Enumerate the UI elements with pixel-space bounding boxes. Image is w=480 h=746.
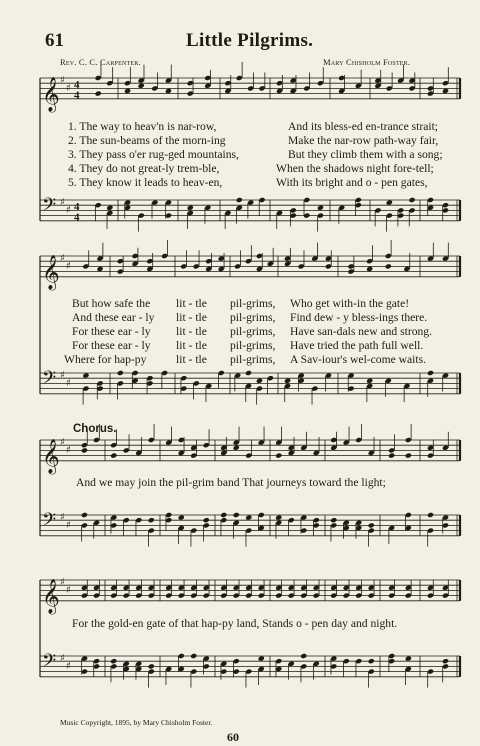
- hymn-number: 61: [45, 30, 64, 51]
- note-head: [427, 370, 434, 376]
- sharp-icon: ♯: [60, 253, 65, 264]
- verse-3-line-2a: For these ear - ly: [72, 325, 151, 338]
- note-head: [110, 658, 117, 664]
- bass-clef-icon: 𝄢: [42, 368, 57, 393]
- treble-clef-icon: 𝄞: [42, 254, 60, 290]
- note-head: [95, 91, 102, 97]
- note-head: [442, 658, 449, 664]
- note-head: [388, 453, 395, 459]
- sharp-icon: ♯: [66, 445, 71, 456]
- note-head: [187, 205, 194, 211]
- verse-3-line-1a: 3. They pass o'er rug-ged mountains,: [68, 148, 239, 161]
- note-head: [138, 83, 145, 89]
- verse-4-line-1b: When the shadows night fore-tell;: [276, 162, 434, 175]
- note-head: [106, 205, 113, 211]
- sharp-icon: ♯: [60, 577, 65, 588]
- note-head: [368, 522, 375, 528]
- verse-1-line-2c: pil-grims,: [230, 297, 276, 310]
- note-head: [405, 453, 412, 459]
- sharp-icon: ♯: [60, 437, 65, 448]
- note-head: [317, 205, 324, 211]
- note-head: [330, 517, 337, 523]
- sharp-icon: ♯: [60, 370, 65, 381]
- note-head: [165, 88, 172, 94]
- note-head: [245, 515, 252, 521]
- composer-credit: Mary Chisholm Foster.: [323, 57, 411, 67]
- note-head: [148, 663, 155, 669]
- chorus-label: Chorus.: [73, 423, 117, 435]
- note-head: [408, 197, 415, 203]
- note-head: [368, 658, 375, 664]
- note-head: [245, 370, 252, 376]
- note-head: [405, 656, 412, 662]
- verse-2-line-2a: And these ear - ly: [72, 311, 155, 324]
- note-head: [385, 263, 392, 269]
- sharp-icon: ♯: [66, 585, 71, 596]
- verse-2-line-2c: pil-grims,: [230, 311, 276, 324]
- verse-1-line-1b: And its bless-ed en-trance strait;: [288, 120, 439, 133]
- verse-3-line-1b: But they climb them with a song;: [288, 148, 443, 161]
- verse-1-line-2b: lit - tle: [176, 297, 207, 310]
- time-signature: 4: [74, 211, 80, 224]
- verse-5-line-1a: 5. They know it leads to heav-en,: [68, 176, 223, 189]
- note-head: [236, 197, 243, 203]
- sharp-icon: ♯: [66, 261, 71, 272]
- treble-clef-icon: 𝄞: [42, 438, 60, 474]
- note-head: [178, 515, 185, 521]
- verse-3-line-2d: Have san-dals new and strong.: [290, 325, 432, 338]
- note-head: [203, 517, 210, 523]
- treble-clef-icon: 𝄞: [42, 578, 60, 614]
- page-number: 60: [227, 730, 239, 744]
- note-head: [366, 378, 373, 384]
- sharp-icon: ♯: [60, 512, 65, 523]
- verse-5-line-2a: Where for hap-py: [64, 353, 147, 366]
- time-signature: 4: [74, 201, 80, 213]
- verse-4-line-2b: lit - tle: [176, 339, 207, 352]
- note-head: [97, 266, 104, 272]
- note-head: [110, 453, 117, 459]
- sharp-icon: ♯: [66, 378, 71, 389]
- verse-4-line-2c: pil-grims,: [230, 339, 276, 352]
- verse-1-line-2a: But how safe the: [72, 297, 151, 310]
- note-head: [275, 453, 282, 459]
- verse-2-line-1b: Make the nar-row path-way fair,: [288, 134, 439, 147]
- note-head: [366, 266, 373, 272]
- treble-clef-icon: 𝄞: [42, 76, 60, 112]
- sharp-icon: ♯: [66, 520, 71, 531]
- note-head: [148, 517, 155, 523]
- sharp-icon: ♯: [60, 197, 65, 208]
- verse-4-line-2d: Have tried the path full well.: [290, 339, 424, 352]
- note-head: [233, 445, 240, 451]
- bass-clef-icon: 𝄢: [42, 195, 57, 220]
- sharp-icon: ♯: [66, 83, 71, 94]
- note-head: [81, 447, 88, 453]
- verse-5-line-2d: A Sav-iour's wel-come waits.: [290, 353, 427, 366]
- verse-3-line-2b: lit - tle: [176, 325, 207, 338]
- note-head: [427, 512, 434, 518]
- bass-clef-icon: 𝄢: [42, 651, 57, 676]
- chorus-line-1: And we may join the pil-grim band That journeys toward the light;: [76, 476, 386, 489]
- copyright-notice: Music Copyright, 1895, by Mary Chisholm Foster.: [60, 718, 213, 727]
- verse-4-line-2a: For these ear - ly: [72, 339, 151, 352]
- note-head: [442, 88, 449, 94]
- verse-2-line-2b: lit - tle: [176, 311, 207, 324]
- verse-2-line-2d: Find dew - y bless-ings there.: [290, 311, 428, 324]
- note-head: [81, 512, 88, 518]
- note-head: [117, 370, 124, 376]
- verse-1-line-1a: 1. The way to heav'n is nar-row,: [68, 120, 217, 133]
- bass-clef-icon: 𝄢: [42, 510, 57, 535]
- note-head: [300, 653, 307, 659]
- verse-3-line-2c: pil-grims,: [230, 325, 276, 338]
- note-head: [233, 512, 240, 518]
- sharp-icon: ♯: [60, 75, 65, 86]
- hymn-title: Little Pilgrims.: [186, 30, 314, 51]
- verse-5-line-1b: With its bright and o - pen gates,: [276, 176, 428, 189]
- note-head: [284, 378, 291, 384]
- verse-4-line-1a: 4. They do not great-ly trem-ble,: [68, 162, 220, 175]
- time-signature: 4: [74, 79, 80, 91]
- sharp-icon: ♯: [66, 205, 71, 216]
- note-head: [220, 512, 227, 518]
- chorus-line-2: For the gold-en gate of that hap-py land, Stands o - pen day and night.: [72, 617, 398, 630]
- note-head: [386, 200, 393, 206]
- note-head: [82, 373, 89, 379]
- note-head: [258, 656, 265, 662]
- note-head: [124, 88, 131, 94]
- time-signature: 4: [74, 89, 80, 102]
- sharp-icon: ♯: [60, 653, 65, 664]
- verse-2-line-1a: 2. The sun-beams of the morn-ing: [68, 134, 226, 147]
- verse-5-line-2c: pil-grims,: [230, 353, 276, 366]
- lyricist-credit: Rev. C. C. Carpenter.: [60, 57, 141, 67]
- note-head: [275, 515, 282, 521]
- note-head: [190, 653, 197, 659]
- verse-5-line-2b: lit - tle: [176, 353, 207, 366]
- sharp-icon: ♯: [66, 661, 71, 672]
- verse-1-line-2d: Who get with-in the gate!: [290, 297, 410, 310]
- note-head: [256, 378, 263, 384]
